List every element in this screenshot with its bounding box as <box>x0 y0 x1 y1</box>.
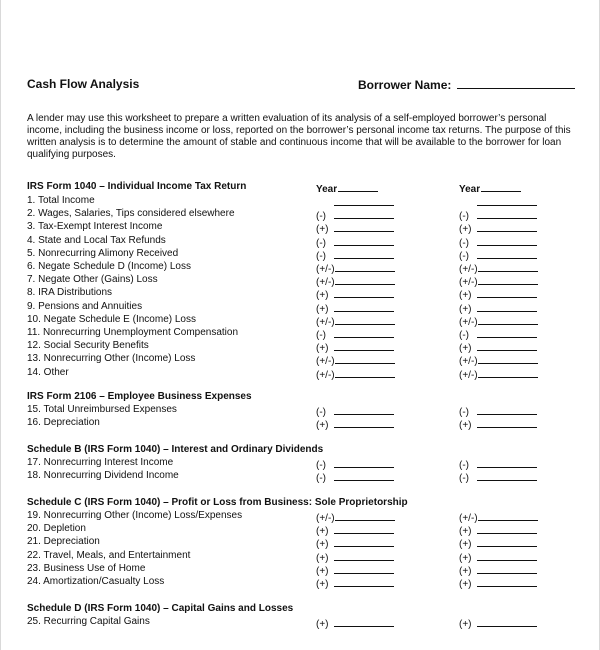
sign-indicator: (+/-) <box>459 356 478 368</box>
section-heading-label: IRS Form 1040 – Individual Income Tax Return <box>27 181 247 192</box>
sign-indicator: (-) <box>459 250 469 262</box>
amount-input-line[interactable] <box>477 327 537 338</box>
sign-indicator: (+) <box>459 224 472 236</box>
amount-input-line[interactable] <box>477 563 537 574</box>
sign-indicator: (-) <box>459 473 469 485</box>
sign-indicator: (+/-) <box>459 264 478 275</box>
line-item-label: 20. Depletion <box>27 523 86 535</box>
amount-input-line[interactable] <box>477 340 537 351</box>
amount-input-line[interactable] <box>478 261 538 272</box>
form-line-item <box>27 563 599 575</box>
sign-indicator: (-) <box>316 330 326 341</box>
line-item-label: 1. Total Income <box>27 195 95 206</box>
line-item-label: 19. Nonrecurring Other (Income) Loss/Expenses <box>27 510 243 521</box>
sign-indicator: (-) <box>459 237 469 249</box>
form-line-item <box>27 274 599 289</box>
form-line-item <box>27 314 599 326</box>
sign-indicator: (+/-) <box>459 316 478 328</box>
year-1-amount-field[interactable] <box>316 367 395 382</box>
amount-input-line[interactable] <box>334 301 394 312</box>
section-heading <box>27 391 599 403</box>
year-2-amount-field[interactable] <box>459 616 537 631</box>
amount-input-line[interactable] <box>334 523 394 534</box>
line-item-label: 12. Social Security Benefits <box>27 340 149 352</box>
line-item-label: 23. Business Use of Home <box>27 562 146 574</box>
form-line-item <box>27 235 599 247</box>
sign-indicator: (+) <box>316 526 329 538</box>
year-column-1-header[interactable] <box>316 181 378 196</box>
line-item-label: 13. Nonrecurring Other (Income) Loss <box>27 353 196 365</box>
year-input-line[interactable] <box>481 181 521 192</box>
sign-indicator: (+/-) <box>316 513 335 524</box>
amount-input-line[interactable] <box>335 274 395 285</box>
sign-indicator: (+/-) <box>316 316 335 328</box>
amount-input-line[interactable] <box>335 314 395 325</box>
line-item-label: 24. Amortization/Casualty Loss <box>27 576 165 587</box>
amount-input-line[interactable] <box>477 208 537 219</box>
year-2-amount-field[interactable] <box>459 367 538 382</box>
section-heading-label: IRS Form 2106 – Employee Business Expenses <box>27 391 252 402</box>
form-line-item <box>27 195 599 207</box>
amount-input-line[interactable] <box>334 417 394 428</box>
sign-indicator: (+) <box>459 303 472 315</box>
sign-indicator: (+) <box>316 552 329 564</box>
line-item-label: 8. IRA Distributions <box>27 287 113 299</box>
line-item-label: 22. Travel, Meals, and Entertainment <box>27 549 191 561</box>
amount-input-line[interactable] <box>477 248 537 259</box>
sign-indicator: (+) <box>316 565 329 577</box>
line-item-label: 25. Recurring Capital Gains <box>27 616 150 627</box>
sign-indicator: (+) <box>316 539 329 551</box>
amount-input-line[interactable] <box>478 510 538 521</box>
form-line-item <box>27 261 599 273</box>
amount-input-line[interactable] <box>334 327 394 338</box>
sign-indicator: (+/-) <box>459 277 478 289</box>
amount-input-line[interactable] <box>334 576 394 587</box>
section-heading <box>27 497 599 509</box>
amount-input-line[interactable] <box>477 470 537 481</box>
line-item-label: 7. Negate Other (Gains) Loss <box>27 274 158 286</box>
sign-indicator: (-) <box>316 237 326 249</box>
amount-input-line[interactable] <box>477 195 537 206</box>
amount-input-line[interactable] <box>478 353 538 364</box>
amount-input-line[interactable] <box>477 287 537 298</box>
sign-indicator: (+) <box>316 579 329 590</box>
borrower-name-blank[interactable] <box>457 77 575 89</box>
amount-input-line[interactable] <box>477 301 537 312</box>
form-line-item <box>27 367 599 379</box>
form-line-item <box>27 208 599 223</box>
sign-indicator: (+/-) <box>459 513 478 524</box>
amount-input-line[interactable] <box>334 563 394 574</box>
year-1-amount-field[interactable] <box>316 470 394 485</box>
form-line-item <box>27 457 599 469</box>
sign-indicator: (-) <box>316 460 326 471</box>
amount-input-line[interactable] <box>477 523 537 534</box>
amount-input-line[interactable] <box>334 457 394 468</box>
year-2-amount-field[interactable] <box>459 470 537 485</box>
line-item-label: 3. Tax-Exempt Interest Income <box>27 221 163 233</box>
line-item-label: 10. Negate Schedule E (Income) Loss <box>27 313 196 325</box>
sign-indicator: (-) <box>316 250 326 262</box>
line-item-label: 16. Depreciation <box>27 417 100 429</box>
form-line-item <box>27 417 599 432</box>
section-heading <box>27 181 599 193</box>
form-line-item <box>27 248 599 260</box>
sign-indicator: (+) <box>316 619 329 630</box>
sign-indicator: (-) <box>459 330 469 341</box>
line-item-label: 4. State and Local Tax Refunds <box>27 234 166 246</box>
sign-indicator: (+) <box>316 303 329 315</box>
amount-input-line[interactable] <box>477 536 537 547</box>
amount-input-line[interactable] <box>335 510 395 521</box>
amount-input-line[interactable] <box>334 550 394 561</box>
amount-input-line[interactable] <box>477 550 537 561</box>
amount-input-line[interactable] <box>477 417 537 428</box>
section-heading <box>27 603 599 615</box>
sign-indicator: (+/-) <box>316 277 335 289</box>
line-item-label: 5. Nonrecurring Alimony Received <box>27 247 179 259</box>
intro-paragraph: A lender may use this worksheet to prepare a written evaluation of its analysis of a self-employed borrower’s personal income, including the business income or loss, reported on the borrower’s personal income tax returns. The purpose of this written analysis is to determine the amount of stable and continuous income that will be available to the borrower for loan qualifying purposes. <box>27 113 571 160</box>
amount-input-line[interactable] <box>477 457 537 468</box>
section-heading-label: Schedule B (IRS Form 1040) – Interest and Ordinary Dividends <box>27 444 324 455</box>
amount-input-line[interactable] <box>334 195 394 206</box>
year-1-amount-field[interactable] <box>316 616 394 631</box>
sign-indicator: (+) <box>459 420 472 432</box>
amount-input-line[interactable] <box>334 208 394 219</box>
year-1-amount-field[interactable] <box>316 576 394 591</box>
sign-indicator: (+) <box>459 552 472 564</box>
line-item-label: 9. Pensions and Annuities <box>27 300 143 312</box>
form-line-item <box>27 221 599 236</box>
form-line-item <box>27 510 599 522</box>
sign-indicator: (+/-) <box>316 369 335 381</box>
amount-input-line[interactable] <box>477 221 537 232</box>
amount-input-line[interactable] <box>334 404 394 415</box>
amount-input-line[interactable] <box>335 353 395 364</box>
sign-indicator: (+) <box>459 565 472 577</box>
sign-indicator: (+) <box>459 290 472 302</box>
line-item-label: 15. Total Unreimbursed Expenses <box>27 404 177 415</box>
sign-indicator: (-) <box>316 407 326 418</box>
amount-input-line[interactable] <box>477 576 537 587</box>
year-2-amount-field[interactable] <box>459 417 537 432</box>
section-heading-label: Schedule C (IRS Form 1040) – Profit or Loss from Business: Sole Proprietorship <box>27 497 408 508</box>
page-title: Cash Flow Analysis <box>27 77 140 91</box>
amount-input-line[interactable] <box>335 367 395 378</box>
section-heading-label: Schedule D (IRS Form 1040) – Capital Gains and Losses <box>27 603 294 614</box>
sign-indicator: (-) <box>459 407 469 418</box>
form-line-item <box>27 340 599 355</box>
amount-input-line[interactable] <box>335 261 395 272</box>
sign-indicator: (-) <box>459 460 469 471</box>
amount-input-line[interactable] <box>334 616 394 627</box>
sign-indicator: (+) <box>316 343 329 355</box>
form-line-item <box>27 536 599 551</box>
amount-input-line[interactable] <box>477 404 537 415</box>
amount-input-line[interactable] <box>334 470 394 481</box>
year-label: Year <box>459 184 481 195</box>
form-line-item <box>27 523 599 538</box>
amount-input-line[interactable] <box>334 340 394 351</box>
year-column-2-header[interactable] <box>459 181 521 196</box>
form-line-item <box>27 470 599 485</box>
amount-input-line[interactable] <box>334 235 394 246</box>
sign-indicator: (-) <box>459 211 469 223</box>
sign-indicator: (-) <box>316 211 326 223</box>
amount-input-line[interactable] <box>478 367 538 378</box>
line-item-label: 18. Nonrecurring Dividend Income <box>27 470 179 482</box>
form-line-item <box>27 327 599 339</box>
sign-indicator: (-) <box>316 473 326 485</box>
form-line-item <box>27 301 599 313</box>
form-line-item <box>27 404 599 416</box>
sign-indicator: (+) <box>316 224 329 236</box>
form-line-item <box>27 616 599 628</box>
amount-input-line[interactable] <box>478 314 538 325</box>
line-item-label: 2. Wages, Salaries, Tips considered elsewhere <box>27 208 235 220</box>
amount-input-line[interactable] <box>478 274 538 285</box>
sign-indicator: (+) <box>459 579 472 590</box>
amount-input-line[interactable] <box>477 616 537 627</box>
sign-indicator: (+/-) <box>316 264 335 275</box>
line-item-label: 6. Negate Schedule D (Income) Loss <box>27 261 191 272</box>
form-line-item <box>27 287 599 302</box>
amount-input-line[interactable] <box>334 248 394 259</box>
borrower-name-label: Borrower Name: <box>358 78 452 92</box>
year-label: Year <box>316 184 338 195</box>
sign-indicator: (+/-) <box>459 369 478 381</box>
amount-input-line[interactable] <box>334 536 394 547</box>
year-input-line[interactable] <box>338 181 378 192</box>
amount-input-line[interactable] <box>334 287 394 298</box>
sign-indicator: (+) <box>316 420 329 432</box>
form-line-item <box>27 353 599 368</box>
section-heading <box>27 444 599 456</box>
sign-indicator: (+) <box>459 539 472 551</box>
sign-indicator: (+) <box>459 619 472 630</box>
year-2-amount-field[interactable] <box>459 576 537 591</box>
sign-indicator: (+) <box>459 343 472 355</box>
amount-input-line[interactable] <box>334 221 394 232</box>
borrower-name-field[interactable] <box>358 77 575 92</box>
amount-input-line[interactable] <box>477 235 537 246</box>
line-item-label: 21. Depreciation <box>27 536 100 548</box>
year-1-amount-field[interactable] <box>316 417 394 432</box>
form-line-item <box>27 576 599 588</box>
form-line-item <box>27 550 599 562</box>
line-item-label: 17. Nonrecurring Interest Income <box>27 457 174 468</box>
sign-indicator: (+) <box>459 526 472 538</box>
line-item-label: 11. Nonrecurring Unemployment Compensation <box>27 327 239 338</box>
line-item-label: 14. Other <box>27 366 69 378</box>
sign-indicator: (+) <box>316 290 329 302</box>
sign-indicator: (+/-) <box>316 356 335 368</box>
